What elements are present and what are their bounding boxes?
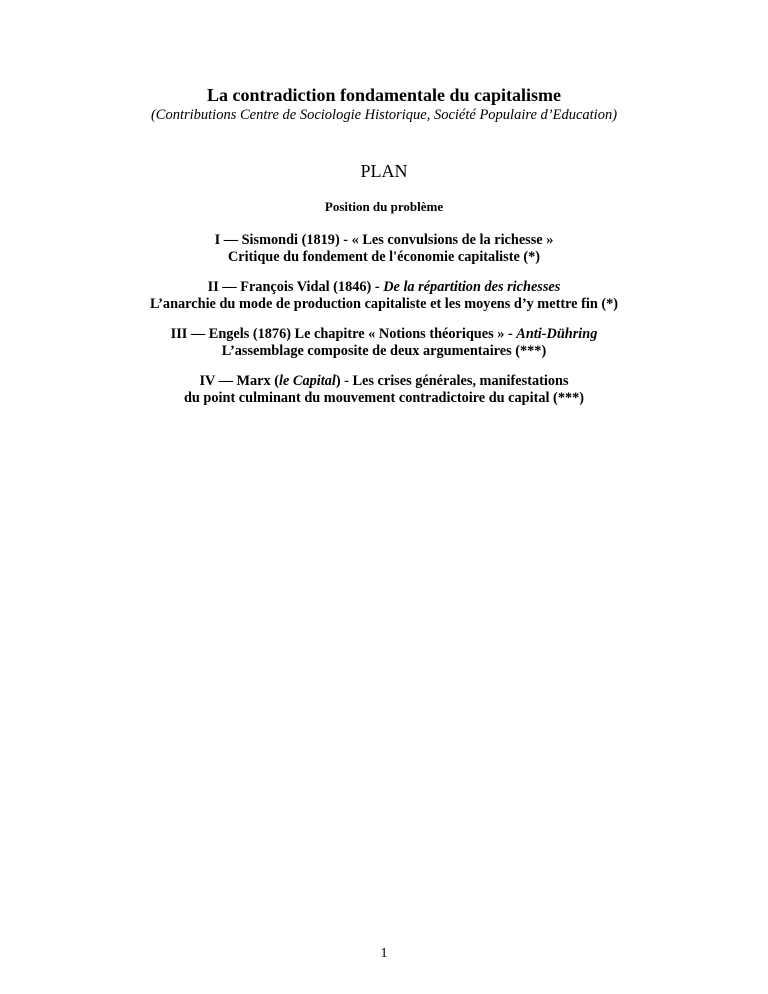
section-4-description: du point culminant du mouvement contradictoire du capital (***): [183, 390, 585, 406]
section-1-heading: [0, 232, 768, 249]
section-3-heading: [0, 326, 768, 343]
section-2-description: L’anarchie du mode de production capitaliste et les moyens d’y mettre fin (*): [149, 296, 619, 312]
section-3: [0, 326, 768, 360]
section-1-heading-text: I — Sismondi (1819) - « Les convulsions de la richesse »: [214, 232, 554, 248]
section-1-description: Critique du fondement de l'économie capitaliste (*): [227, 249, 541, 265]
section-3-work-title: Anti-Dühring: [516, 326, 598, 342]
section-4-work-title: le Capital: [279, 373, 336, 389]
document-subtitle: (Contributions Centre de Sociologie Historique, Société Populaire d’Education): [150, 107, 618, 123]
section-1: [0, 232, 768, 266]
section-2: [0, 279, 768, 313]
section-2-heading: [0, 279, 768, 296]
section-2-work-title: De la répartition des richesses: [383, 279, 561, 295]
position-heading: Position du problème: [324, 199, 444, 214]
section-3-description: L’assemblage composite de deux argumentaires (***): [221, 343, 547, 359]
section-2-heading-text: II — François Vidal (1846) -: [207, 279, 384, 295]
page-number: 1: [380, 946, 388, 961]
plan-heading: PLAN: [360, 161, 408, 181]
document-title: La contradiction fondamentale du capitalisme: [207, 85, 561, 105]
section-4-heading: [0, 373, 768, 390]
section-3-heading-text: III — Engels (1876) Le chapitre « Notions théoriques » -: [170, 326, 517, 342]
section-4: [0, 373, 768, 407]
section-4-heading-text: IV — Marx (: [199, 373, 280, 389]
section-4-heading-text-end: ) - Les crises générales, manifestations: [335, 373, 569, 389]
